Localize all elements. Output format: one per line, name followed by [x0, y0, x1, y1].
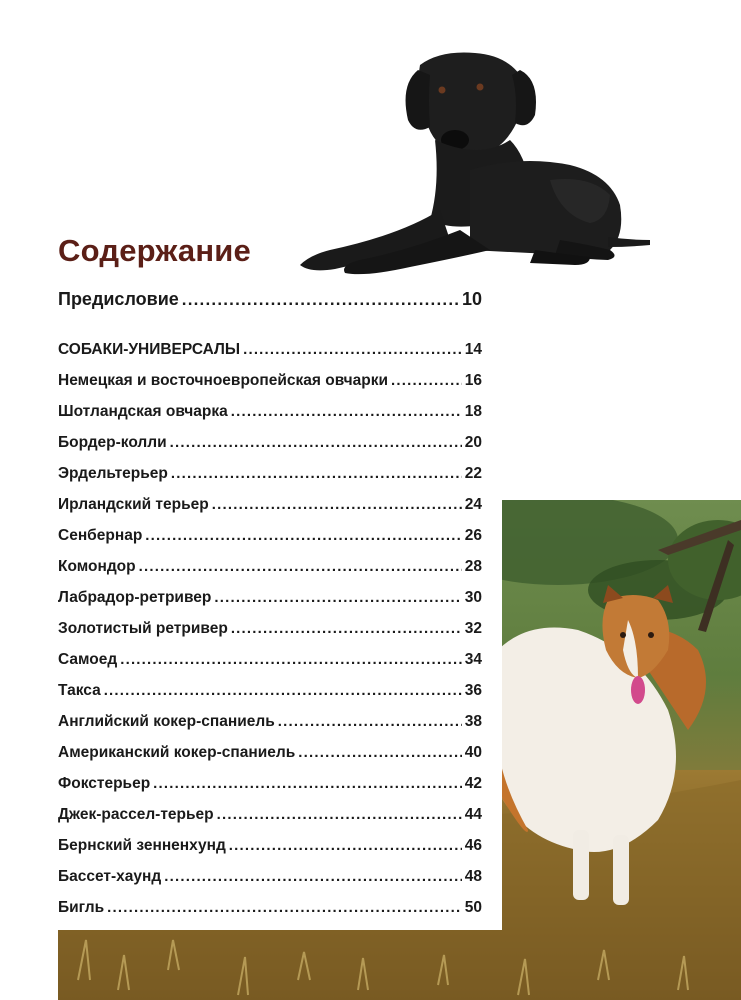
toc-page-number: 10	[461, 289, 482, 309]
toc-entry-title: Бигль	[58, 899, 105, 916]
toc-entry[interactable]	[58, 899, 482, 921]
page-title: Содержание	[58, 233, 251, 268]
toc-page-number: 38	[464, 713, 482, 730]
toc-entry-title: Американский кокер-спаниель	[58, 744, 296, 761]
toc-entry-title: Ирландский терьер	[58, 496, 209, 513]
toc-entry[interactable]	[58, 434, 482, 456]
toc-page-number: 44	[464, 806, 482, 823]
toc-entry[interactable]	[58, 589, 482, 611]
toc-page-number: 48	[464, 868, 482, 885]
dot-leader	[153, 775, 462, 792]
toc-entry[interactable]	[58, 806, 482, 828]
toc-entry[interactable]	[58, 651, 482, 673]
toc-page-number: 40	[464, 744, 482, 761]
toc-entry-title: Бассет-хаунд	[58, 868, 162, 885]
dot-leader	[212, 496, 462, 513]
dot-leader	[229, 837, 462, 854]
dot-leader	[278, 713, 462, 730]
dot-leader	[391, 372, 462, 389]
toc-entry-title: Комондор	[58, 558, 136, 575]
toc-entry-title: Эрдельтерьер	[58, 465, 168, 482]
toc-entry[interactable]	[58, 558, 482, 580]
toc-entry[interactable]	[58, 868, 482, 890]
toc-entry-title: Бернский зенненхунд	[58, 837, 226, 854]
toc-entry[interactable]	[58, 465, 482, 487]
dot-leader	[107, 899, 462, 916]
toc-page-number: 16	[464, 372, 482, 389]
toc-entry[interactable]	[58, 403, 482, 425]
toc-entry-title: Такса	[58, 682, 101, 699]
toc-page-number: 28	[464, 558, 482, 575]
toc-page-number: 50	[464, 899, 482, 916]
toc-page-number: 26	[464, 527, 482, 544]
toc-entry[interactable]	[58, 620, 482, 642]
toc-page-number: 18	[464, 403, 482, 420]
toc-entry[interactable]	[58, 837, 482, 859]
toc-entry-title: Самоед	[58, 651, 118, 668]
dot-leader	[164, 868, 462, 885]
toc-entry-title: Золотистый ретривер	[58, 620, 228, 637]
toc-entry[interactable]	[58, 289, 482, 311]
dot-leader	[171, 465, 462, 482]
dot-leader	[231, 403, 462, 420]
toc-entry-title: Лабрадор-ретривер	[58, 589, 212, 606]
dot-leader	[104, 682, 462, 699]
toc-page-number: 22	[464, 465, 482, 482]
dot-leader	[182, 290, 459, 310]
toc-entry-title: Сенбернар	[58, 527, 143, 544]
dot-leader	[120, 651, 462, 668]
toc-page-number: 32	[464, 620, 482, 637]
toc-entry-title: Фокстерьер	[58, 775, 151, 792]
toc-entry-title: Бордер-колли	[58, 434, 167, 451]
toc-entry[interactable]	[58, 682, 482, 704]
toc-entry-title: Джек-рассел-терьер	[58, 806, 214, 823]
toc-entry[interactable]	[58, 372, 482, 394]
dot-leader	[139, 558, 462, 575]
toc-page-number: 24	[464, 496, 482, 513]
toc-page-number: 34	[464, 651, 482, 668]
toc-entry-title: СОБАКИ-УНИВЕРСАЛЫ	[58, 341, 241, 358]
toc-entry-title: Предисловие	[58, 289, 179, 309]
dot-leader	[298, 744, 461, 761]
toc-entry[interactable]	[58, 341, 482, 363]
dot-leader	[170, 434, 462, 451]
toc-entry-title: Английский кокер-спаниель	[58, 713, 275, 730]
dot-leader	[217, 806, 462, 823]
labrador-photo	[290, 45, 660, 280]
toc-entry[interactable]	[58, 527, 482, 549]
toc-entry[interactable]	[58, 713, 482, 735]
dot-leader	[214, 589, 461, 606]
toc-entry-title: Немецкая и восточноевропейская овчарки	[58, 372, 389, 389]
toc-page-number: 30	[464, 589, 482, 606]
dot-leader	[231, 620, 462, 637]
toc-page-number: 42	[464, 775, 482, 792]
toc-page-number: 46	[464, 837, 482, 854]
toc-entry[interactable]	[58, 775, 482, 797]
toc-entry[interactable]	[58, 744, 482, 766]
toc-page-number: 36	[464, 682, 482, 699]
toc-entry-title: Шотландская овчарка	[58, 403, 228, 420]
toc-page-number: 20	[464, 434, 482, 451]
dot-leader	[243, 341, 462, 358]
toc-page-number: 14	[464, 341, 482, 358]
toc-entry[interactable]	[58, 496, 482, 518]
dot-leader	[145, 527, 461, 544]
